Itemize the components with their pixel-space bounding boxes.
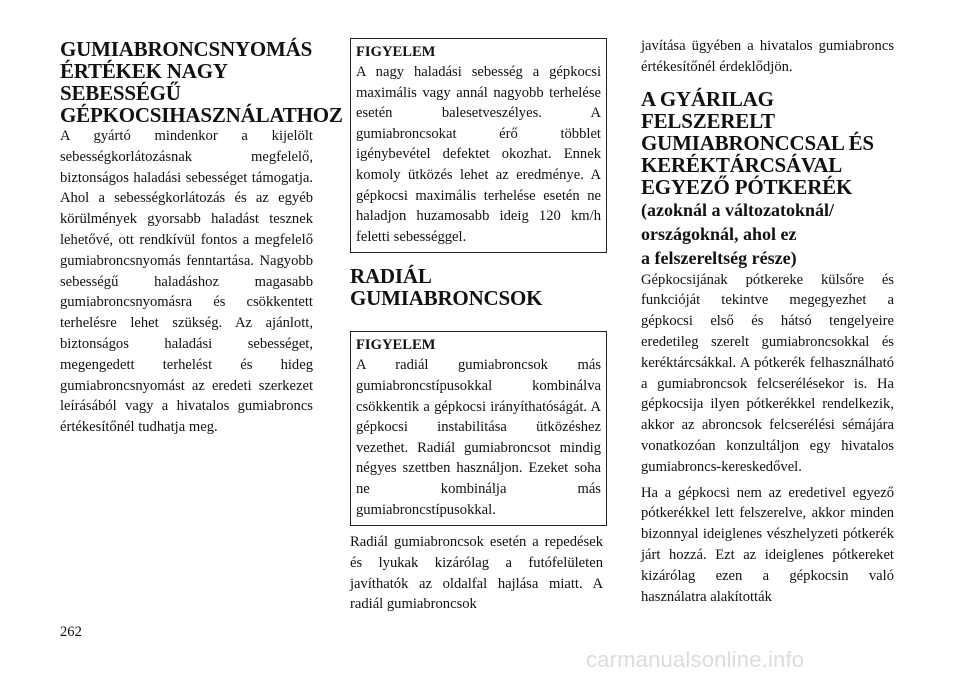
warning-text: A radiál gumiabroncsok más gumiabroncstípusokkal kombinálva csökkentik a gépkocsi irányíthatóságát. A gépkocsi instabilitása ütközéshez vezethet. Radiál gumiabroncsot mindig négyes szettben használjon. Ezeket soha ne kombinálja más gumiabroncstípusokkal. bbox=[356, 357, 601, 518]
column-left bbox=[60, 37, 343, 438]
heading-line: EGYEZŐ PÓTKERÉK bbox=[641, 174, 853, 199]
section-subheading bbox=[641, 198, 894, 270]
body-paragraph-continuation: javítása ügyében a hivatalos gumiabroncs értékesítőnél érdeklődjön. bbox=[641, 38, 894, 75]
warning-title: FIGYELEM bbox=[356, 337, 436, 354]
body-paragraph: Ha a gépkocsi nem az eredetivel egyező pótkerékkel lett felszerelve, akkor minden bizonnyal ideiglenes vészhelyzeti pótkerék járt hozzá. Ezt az ideiglenes pótkereket kizárólag ezen a gépkocsin való használatra alakították bbox=[641, 484, 894, 605]
page-number: 262 bbox=[60, 624, 82, 640]
heading-line: ÉRTÉKEK NAGY bbox=[60, 59, 228, 83]
body-paragraph: A gyártó mindenkor a kijelölt sebességkorlátozásnak megfelelő, biztonságos haladási sebességet támogatja. Ahol a sebességkorlátozás és az egyéb körülmények gyorsabb haladást tesznek lehetővé, ott rendkívül fontos a megfelelő gumiabroncsnyomás fenntartása. Nagyobb sebességű haladáshoz magasabb gumiabroncsnyomásra és csökkentett terhelésre lehet szükség. Az ajánlott, biztonságos haladási sebességet, megengedett terhelést és hideg gumiabroncsnyomást az eredeti szerkezet leírásából vagy a hivatalos gumiabroncs értékesítőnél tudhatja meg. bbox=[60, 128, 313, 436]
heading-line: GUMIABRONCSOK bbox=[350, 286, 543, 311]
column-middle bbox=[350, 38, 603, 615]
watermark: carmanualsonline.info bbox=[586, 647, 805, 672]
warning-title: FIGYELEM bbox=[356, 44, 436, 60]
warning-box bbox=[350, 331, 607, 526]
heading-line: GUMIABRONCSNYOMÁS bbox=[60, 37, 313, 61]
column-right bbox=[641, 36, 894, 607]
heading-line: RADIÁL bbox=[350, 264, 432, 289]
heading-line: A GYÁRILAG bbox=[641, 86, 774, 111]
warning-box bbox=[350, 38, 607, 253]
subheading-line: (azoknál a változatoknál/ bbox=[641, 199, 835, 220]
heading-line: FELSZERELT bbox=[641, 108, 775, 133]
section-heading-matching-spare bbox=[641, 88, 894, 198]
heading-line: SEBESSÉGŰ bbox=[60, 81, 181, 105]
section-heading-radial-tires bbox=[350, 265, 603, 309]
subheading-line: országoknál, ahol ez bbox=[641, 223, 797, 244]
section-heading-tire-pressure-high-speed bbox=[60, 37, 343, 127]
body-paragraph: Gépkocsijának pótkereke külsőre és funkcióját tekintve megegyezhet a gépkocsi első és hátsó tengelyeire eredetileg szerelt gumiabroncsokkal és keréktárcsákkal. A pótkerék felhasználható a gumiabroncsok felcserélésekor is. Ha gépkocsija ilyen pótkerékkel rendelkezik, akkor az abroncsok felcserélési sémájára vonatkozóan konzultáljon egy hivatalos gumiabroncs-kereskedővel. bbox=[641, 271, 894, 475]
body-paragraph: Radiál gumiabroncsok esetén a repedések és lyukak kizárólag a futófelületen javíthatók az oldalfal hajlása miatt. A radiál gumiabroncsok bbox=[350, 534, 603, 613]
heading-line: GÉPKOCSIHASZNÁLATHOZ bbox=[60, 103, 343, 127]
heading-line: KERÉKTÁRCSÁVAL bbox=[641, 152, 843, 177]
subheading-line: a felszereltség része) bbox=[641, 247, 797, 268]
heading-line: GUMIABRONCCSAL ÉS bbox=[641, 130, 874, 155]
warning-text: A nagy haladási sebesség a gépkocsi maximális vagy annál nagyobb terhelése esetén balesetveszélyes. A gumiabroncsokat érő többlet igénybevétel defektet okozhat. Ennek komoly ütközés lehet az eredménye. A gépkocsi maximális terhelése esetén ne haladjon huzamosabb ideig 120 km/h feletti sebességgel. bbox=[356, 64, 601, 245]
